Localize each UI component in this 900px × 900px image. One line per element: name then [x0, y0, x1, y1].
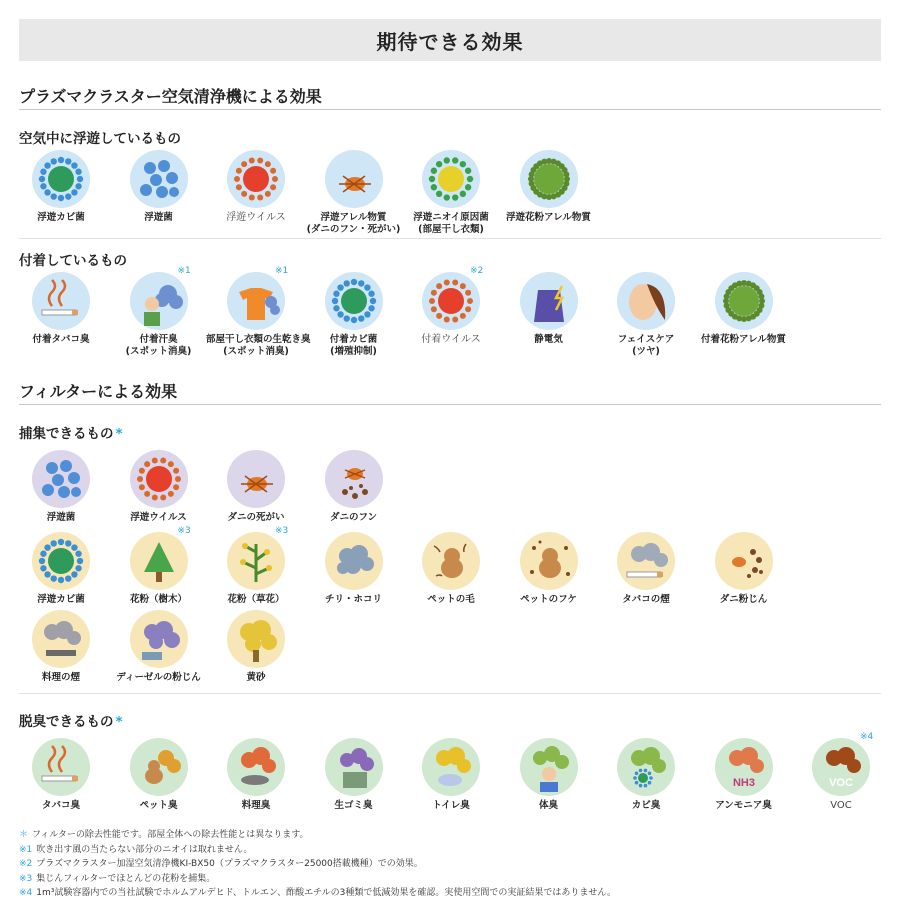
item-label: ペットの毛 [427, 594, 475, 605]
diesel-dust-icon [130, 610, 188, 668]
mold-spore-icon [325, 272, 383, 330]
deodorize-item [304, 738, 404, 812]
footnotes [19, 828, 881, 900]
ammonia-odor-icon [715, 738, 773, 796]
deodorize-item [499, 738, 599, 812]
virus-icon [227, 150, 285, 208]
item-label: 付着タバコ臭 [32, 334, 90, 345]
item-label: 付着花粉アレル物質 [701, 334, 786, 345]
yellow-sand-icon [227, 610, 285, 668]
mite-droppings-icon [325, 450, 383, 508]
garbage-odor-icon [325, 738, 383, 796]
item-label: 花粉（樹木） [129, 594, 187, 605]
footnote: ※1 吹き出す風の当たらない部分のニオイは取れません。 [19, 844, 253, 855]
deodorize-item [401, 738, 501, 812]
item-label: 付着ウイルス [421, 334, 481, 345]
voc-icon [812, 738, 870, 796]
item-label: 料理の煙 [41, 672, 80, 683]
deodorize-subtitle: 脱臭できるもの * [19, 714, 123, 730]
bacteria-cluster-icon [32, 450, 90, 508]
virus-icon [422, 272, 480, 330]
toilet-odor-icon [422, 738, 480, 796]
tree-pollen-icon [130, 532, 188, 590]
mold-odor-icon [617, 738, 675, 796]
collect-item [11, 532, 111, 606]
mite-icon [227, 450, 285, 508]
footnote-ref: ※3 [177, 526, 191, 536]
collect-item [499, 532, 599, 606]
footnote: ＊ フィルターの除去性能です。部屋全体への除去性能とは異なります。 [19, 830, 309, 840]
divider [19, 238, 881, 239]
static-electricity-icon [520, 272, 578, 330]
filter-section-title: フィルターによる効果 [19, 382, 178, 401]
item-label: 付着汗臭 (スポット消臭) [125, 334, 192, 357]
item-label: 浮遊菌 [144, 212, 173, 223]
collect-item [206, 610, 306, 684]
dust-icon [325, 532, 383, 590]
item-label: 浮遊菌 [46, 512, 76, 523]
item-label: 浮遊ウイルス [130, 512, 187, 523]
cooking-odor-icon [227, 738, 285, 796]
item-label: 浮遊ウイルス [226, 212, 286, 223]
item-label: 体臭 [538, 800, 558, 811]
plasma-section-title: プラズマクラスター空気清浄機による効果 [19, 87, 322, 106]
floating-item [11, 150, 111, 224]
mite-icon [325, 150, 383, 208]
item-label: 浮遊アレル物質 (ダニのフン・死がい) [306, 212, 401, 235]
cigarette-smoke-icon [617, 532, 675, 590]
item-label: ペット臭 [139, 800, 178, 811]
collect-item [206, 532, 306, 606]
item-label: ダニ粉じん [719, 594, 768, 605]
item-label: タバコ臭 [42, 800, 80, 811]
item-label: タバコの煙 [622, 594, 670, 605]
item-label: ダニのフン [329, 512, 378, 523]
item-label: 浮遊ニオイ原因菌 (部屋干し衣類) [413, 212, 489, 235]
deodorize-item [206, 738, 306, 812]
page-title: 期待できる効果 [376, 29, 524, 54]
item-label: ダニの死がい [227, 512, 285, 523]
footnote-ref: ※4 [860, 732, 874, 742]
attached-item [694, 272, 794, 346]
attached-item [11, 272, 111, 346]
attached-item [304, 272, 404, 358]
item-label: ペットのフケ [520, 594, 577, 605]
item-label: 浮遊花粉アレル物質 [506, 212, 591, 223]
pet-odor-icon [130, 738, 188, 796]
mold-spore-icon [32, 150, 90, 208]
cigarette-odor-icon [32, 272, 90, 330]
collect-item [109, 532, 209, 606]
item-label: 黄砂 [246, 672, 266, 683]
collect-item [109, 610, 209, 684]
floating-item [499, 150, 599, 224]
item-label: 生ゴミ臭 [334, 800, 373, 811]
item-label: 部屋干し衣類の生乾き臭 (スポット消臭) [206, 334, 311, 357]
body-odor-icon [520, 738, 578, 796]
bacteria-cluster-icon [130, 150, 188, 208]
collect-item [596, 532, 696, 606]
attached-item [401, 272, 501, 346]
footnote-ref: ※2 [470, 266, 484, 276]
item-label: ディーゼルの粉じん [116, 672, 201, 683]
svg-text:NH3: NH3 [732, 777, 755, 789]
page-banner [19, 19, 881, 61]
svg-text:VOC: VOC [829, 777, 853, 789]
deodorize-item [596, 738, 696, 812]
attached-item [596, 272, 696, 358]
pet-hair-icon [422, 532, 480, 590]
mold-spore-icon [32, 532, 90, 590]
attached-subtitle: 付着しているもの [19, 253, 127, 269]
item-label: 静電気 [534, 334, 563, 345]
footnote: ※2 プラズマクラスター加湿空気清浄機KI-BX50（プラズマクラスター25000搭載機種）での効果。 [19, 859, 423, 869]
attached-item [499, 272, 599, 346]
face-care-icon [617, 272, 675, 330]
deodorize-item [694, 738, 794, 812]
footnote-ref: ※3 [275, 526, 289, 536]
grass-pollen-icon [227, 532, 285, 590]
floating-item [206, 150, 306, 224]
attached-item [109, 272, 209, 358]
footnote-ref: ※1 [177, 266, 191, 276]
item-label: チリ・ホコリ [324, 594, 382, 605]
pet-dander-icon [520, 532, 578, 590]
pollen-icon [715, 272, 773, 330]
divider [19, 693, 881, 694]
item-label: VOC [830, 800, 852, 811]
floating-item [304, 150, 404, 236]
collect-item [11, 610, 111, 684]
floating-item [401, 150, 501, 236]
cooking-smoke-icon [32, 610, 90, 668]
divider [19, 109, 881, 110]
item-label: フェイスケア (ツヤ) [617, 334, 675, 357]
deodorize-item [109, 738, 209, 812]
floating-item [109, 150, 209, 224]
attached-item [206, 272, 311, 358]
collect-subtitle: 捕集できるもの * [19, 426, 123, 442]
deodorize-item [11, 738, 111, 812]
collect-item [109, 450, 209, 524]
sweat-odor-icon [130, 272, 188, 330]
odor-bacteria-icon [422, 150, 480, 208]
deodorize-item [791, 738, 891, 812]
floating-subtitle: 空気中に浮遊しているもの [19, 131, 181, 147]
item-label: 浮遊カビ菌 [37, 594, 85, 605]
footnote-ref: ※1 [275, 266, 289, 276]
cigarette-odor-icon [32, 738, 90, 796]
virus-icon [130, 450, 188, 508]
item-label: 花粉（草花） [227, 594, 285, 605]
pollen-icon [520, 150, 578, 208]
collect-item [206, 450, 306, 524]
collect-item [401, 532, 501, 606]
collect-item [694, 532, 794, 606]
damp-laundry-icon [227, 272, 285, 330]
collect-item [304, 532, 404, 606]
mite-dust-icon [715, 532, 773, 590]
item-label: トイレ臭 [432, 800, 470, 811]
footnote: ※3 集じんフィルターでほとんどの花粉を捕集。 [19, 873, 216, 884]
item-label: カビ臭 [631, 800, 661, 811]
item-label: 料理臭 [241, 800, 271, 811]
item-label: アンモニア臭 [715, 800, 772, 811]
divider [19, 404, 881, 405]
collect-item [304, 450, 404, 524]
footnote: ※4 1m³試験容器内での当社試験でホルムアルデヒド、トルエン、酢酸エチルの3種類で低減効果を確認。実使用空間での実証結果ではありません。 [19, 888, 616, 898]
item-label: 付着カビ菌 (増殖抑制) [329, 334, 378, 357]
item-label: 浮遊カビ菌 [37, 212, 85, 223]
collect-item [11, 450, 111, 524]
